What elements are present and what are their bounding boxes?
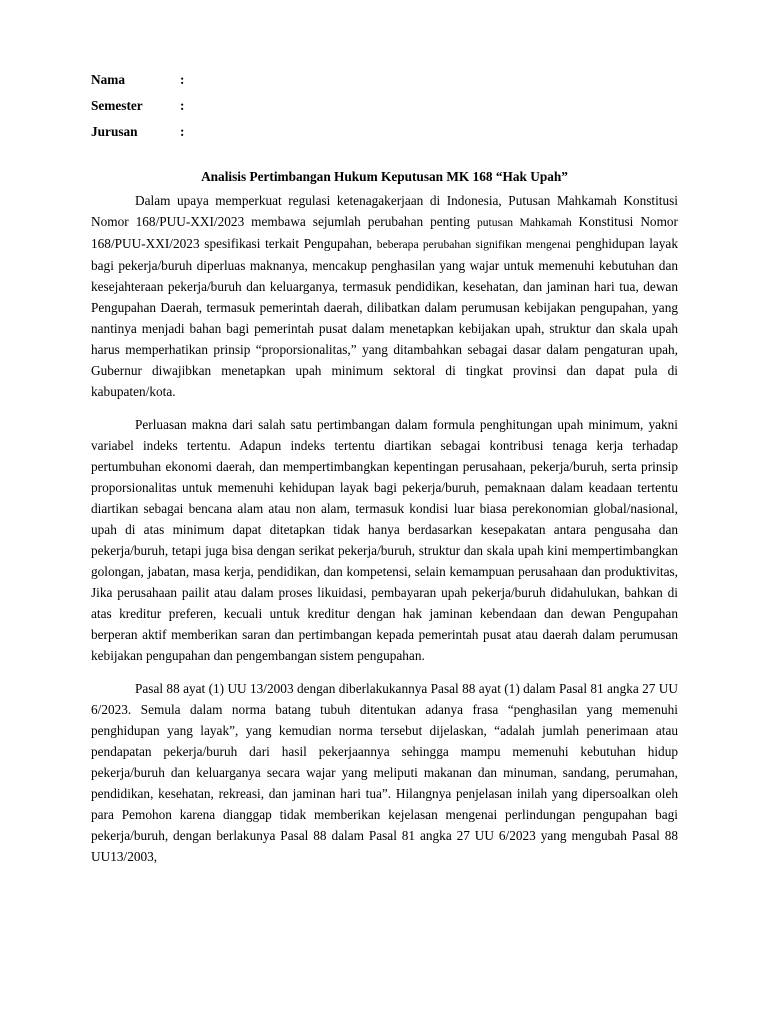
paragraph-2: Perluasan makna dari salah satu pertimbangan dalam formula penghitungan upah minimum, yakni variabel indeks tertentu. Adapun indeks tertentu diartikan sebagai kontribusi tenaga kerja terhadap pertumbuhan ekonomi daerah, dan mempertimbangkan kepentingan perusahaan, pekerja/buruh, serta prinsip proporsionalitas untuk memenuhi kehidupan layak bagi pekerja/buruh, pemaknaan dalam keadaan tertentu diartikan sebagai bencana alam atau non alam, termasuk kondisi luar biasa perekonomian global/nasional, upah di atas minimum dapat ditetapkan tidak hanya berdasarkan kesepakatan antara pengusaha dan pekerja/buruh, tetapi juga bisa dengan serikat pekerja/buruh, struktur dan skala upah kini mempertimbangkan golongan, jabatan, masa kerja, pendidikan, dan kompetensi, selain kemampuan perusahaan dan produktivitas, Jika perusahaan pailit atau dalam proses likuidasi, pembayaran upah pekerja/buruh didahulukan, bahkan di atas kreditur preferen, kecuali untuk kreditur dengan hak jaminan kebendaan dan dewan Pengupahan berperan aktif memberikan saran dan pertimbangan kepada pemerintah pusat atau daerah dalam perumusan kebijakan pengupahan dan pengembangan sistem pengupahan. (91, 417, 678, 663)
field-colon-semester: : (180, 98, 185, 113)
field-colon-nama: : (180, 72, 185, 87)
paragraph-1-text-a: Dalam upaya memperkuat regulasi ketenagakerjaan di Indonesia, Putusan Mahkamah Konstitusi Nomor 168/PUU-XXI/2023 membawa sejumlah perubahan penting (91, 193, 678, 229)
paragraph-1-text-d: beberapa perubahan signifikan mengenai (376, 238, 572, 251)
paragraph-1-text-c: Konstitusi Nomor 168/PUU-XXI/2023 spesifikasi terkait Pengupahan, (91, 214, 678, 251)
field-label-nama: Nama (91, 72, 125, 87)
paragraph-3: Pasal 88 ayat (1) UU 13/2003 dengan diberlakukannya Pasal 88 ayat (1) dalam Pasal 81 angka 27 UU 6/2023. Semula dalam norma batang tubuh ditentukan adanya frasa “penghasilan yang memenuhi penghidupan yang layak”, yang kemudian norma tersebut dijelaskan, “adalah jumlah penerimaan atau pendapatan pekerja/buruh dari hasil pekerjaannya sehingga mampu memenuhi kebutuhan hidup pekerja/buruh dan keluarganya secara wajar yang meliputi makanan dan minuman, sandang, perumahan, pendidikan, kesehatan, rekreasi, dan jaminan hari tua”. Hilangnya penjelasan inilah yang dipersoalkan oleh para Pemohon karena dianggap tidak memberikan kejelasan mengenai perlindungan pengupahan bagi pekerja/buruh, dengan berlakunya Pasal 88 dalam Pasal 81 angka 27 UU 6/2023 yang mengubah Pasal 88 UU13/2003, (91, 681, 678, 864)
document-page (91, 71, 678, 879)
field-nama (91, 71, 678, 97)
field-label-jurusan: Jurusan (91, 124, 138, 139)
paragraph-1 (91, 190, 678, 402)
paragraph-1-text-e: penghidupan layak bagi pekerja/buruh diperluas maknanya, mencakup penghasilan yang wajar untuk memenuhi kebutuhan dan kesejahteraan pekerja/buruh dan keluarganya, termasuk pendidikan, kesehatan, dan jaminan hari tua, dewan Pengupahan Daerah, termasuk pemerintah daerah, dilibatkan dalam perumusan kebijakan pengupahan, yang nantinya menjadi bahan bagi pemerintah pusat dalam menetapkan kebijakan upah, struktur dan skala upah harus memperhatikan prinsip “proporsionalitas,” yang ditambahkan sebagai dasar dalam pengaturan upah, Gubernur diwajibkan menetapkan upah minimum sektoral di tingkat provinsi dan dapat pula di kabupaten/kota. (91, 236, 678, 399)
field-colon-jurusan: : (180, 124, 185, 139)
field-label-semester: Semester (91, 98, 143, 113)
document-title: Analisis Pertimbangan Hukum Keputusan MK 168 “Hak Upah” (201, 169, 568, 184)
paragraph-1-text-b: putusan Mahkamah (476, 216, 572, 229)
field-semester (91, 97, 678, 123)
field-jurusan (91, 123, 678, 149)
